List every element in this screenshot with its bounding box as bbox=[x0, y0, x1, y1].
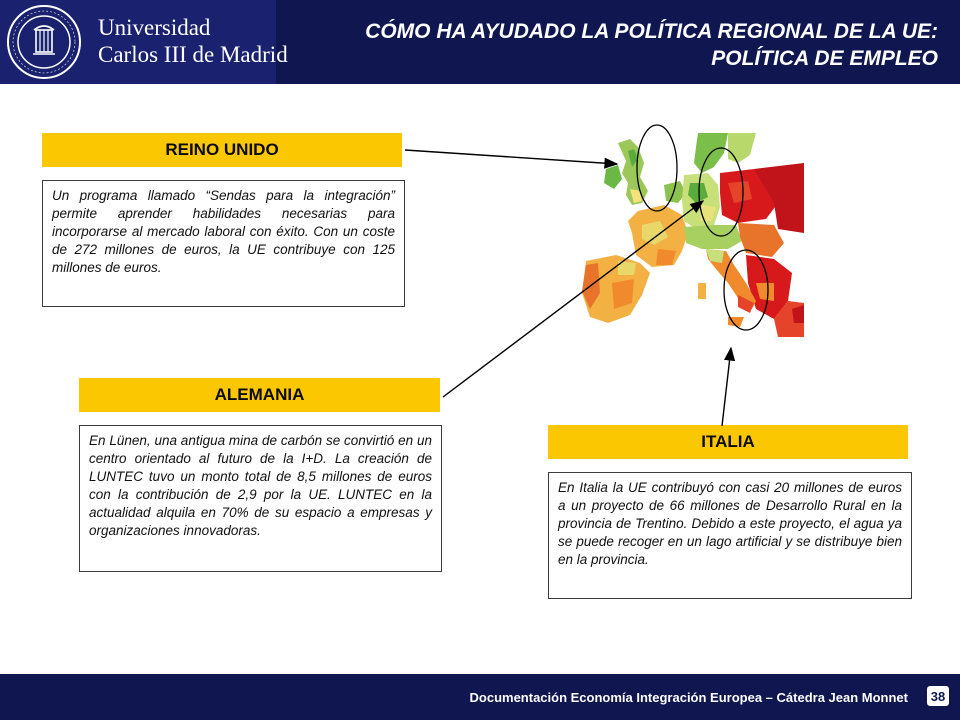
italy-text-box: En Italia la UE contribuyó con casi 20 millones de euros a un proyecto de 66 millones de Desarrollo Rural en la provincia de Trentino. Debido a este proyecto, el agua ya se puede recoger en un lago artificial y se distribuye bien en la provincia. bbox=[548, 472, 912, 599]
footer-bar bbox=[0, 674, 960, 720]
university-name-line2: Carlos III de Madrid bbox=[98, 42, 288, 67]
university-name-line1: Universidad bbox=[98, 15, 211, 40]
europe-regional-map bbox=[578, 133, 804, 337]
slide-title bbox=[278, 18, 938, 72]
uk-text-box: Un programa llamado “Sendas para la integración” permite aprender habilidades necesarias para incorporarse al mercado laboral con éxito. Con un coste de 272 millones de euros, la UE contribuye con 125 millones de euros. bbox=[42, 180, 405, 307]
germany-heading: ALEMANIA bbox=[79, 378, 440, 412]
map-sardinia bbox=[698, 283, 706, 299]
university-seal-icon bbox=[6, 4, 82, 80]
map-alps bbox=[684, 225, 742, 249]
footer-text: Documentación Economía Integración Europea – Cátedra Jean Monnet bbox=[469, 690, 908, 705]
university-logo bbox=[0, 0, 288, 84]
header-bar bbox=[0, 0, 960, 84]
slide-title-line2: POLÍTICA DE EMPLEO bbox=[711, 47, 938, 70]
university-name bbox=[98, 14, 288, 68]
uk-heading: REINO UNIDO bbox=[42, 133, 402, 167]
italy-arrow bbox=[722, 348, 731, 426]
italy-heading: ITALIA bbox=[548, 425, 908, 459]
page-number: 38 bbox=[925, 684, 951, 708]
germany-text-box: En Lünen, una antigua mina de carbón se convirtió en un centro orientado al futuro de la I+D. La creación de LUNTEC tuvo un monto total de 8,5 millones de euros con la contribución de 2,9 por la UE. LUNTEC en la actualidad alquila en 70% de su espacio a empresas y organizaciones innovadoras. bbox=[79, 425, 442, 572]
slide-title-line1: CÓMO HA AYUDADO LA POLÍTICA REGIONAL DE LA UE: bbox=[365, 20, 938, 43]
